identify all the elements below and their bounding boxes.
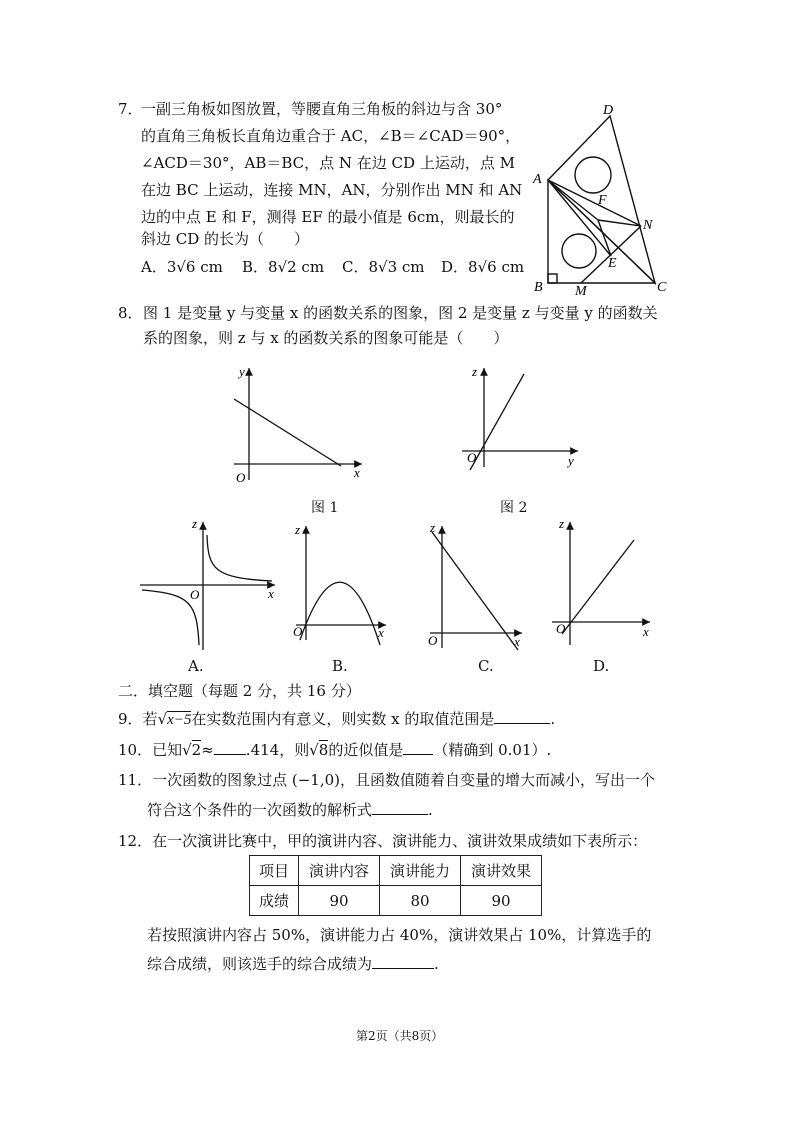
q7-option-b: B．8√2 cm [242, 258, 325, 276]
q10-answer-blank-1[interactable] [214, 754, 246, 755]
q12-text-3: 综合成绩，则该选手的综合成绩为 [147, 955, 373, 973]
q12-text-1: 在一次演讲比赛中，甲的演讲内容、演讲能力、演讲效果成绩如下表所示： [152, 832, 648, 850]
q7-number: 7． [118, 100, 143, 118]
page-footer: 第2页（共8页） [356, 1029, 444, 1043]
choice-b-x-label: x [378, 625, 384, 640]
choice-d-label: D. [593, 657, 610, 675]
q9-post: 在实数范围内有意义，则实数 x 的取值范围是 [191, 710, 495, 728]
q10 [118, 737, 551, 764]
q11-number: 11． [118, 771, 153, 789]
q7-option-c: C．8√3 cm [342, 258, 425, 276]
q7-label-e: E [608, 256, 617, 271]
choice-c-x-label: x [514, 634, 520, 649]
q10-answer-blank-2[interactable] [403, 754, 433, 755]
table-row [250, 886, 542, 916]
q8-choice-d-graph [545, 515, 660, 650]
q10-mid-2: .414，则 [245, 741, 310, 759]
q11-text-2: 符合这个条件的一次函数的解析式 [147, 801, 373, 819]
choice-c-origin-label: O [428, 633, 438, 648]
q10-radicand-2: 8 [318, 741, 329, 759]
q8-choice-c-graph [420, 518, 530, 653]
q11-end: . [428, 801, 433, 819]
q12-line-1 [118, 828, 647, 855]
q11-line-1 [118, 767, 655, 794]
q8-choice-b-graph [288, 518, 393, 653]
q7-label-m: M [575, 284, 587, 298]
q9 [118, 706, 555, 734]
fig1-x-label: x [354, 465, 360, 480]
table-row-label: 成绩 [250, 886, 299, 916]
q7-label-n: N [643, 218, 653, 233]
q8-line-1: 图 1 是变量 y 与变量 x 的函数关系的图象，图 2 是变量 z 与变量 y 的函数关 [143, 304, 658, 322]
q8-number: 8． [118, 304, 143, 322]
table-header-content: 演讲内容 [299, 856, 380, 886]
q7-line-5: 边的中点 E 和 F，测得 EF 的最小值是 6cm，则最长的 [141, 208, 515, 226]
q7-line-4: 在边 BC 上运动，连接 MN，AN，分别作出 MN 和 AN [141, 181, 523, 199]
q7-line-3: ∠ACD＝30°，AB＝BC，点 N 在边 CD 上运动，点 M [141, 154, 515, 172]
section-2-heading: 二．填空题（每题 2 分，共 16 分） [118, 682, 361, 700]
q9-answer-blank[interactable] [494, 723, 550, 724]
q10-mid-3: 的近似值是 [328, 741, 404, 759]
q7-line-2: 的直角三角板长直角边重合于 AC，∠B＝∠CAD＝90°， [141, 127, 521, 145]
choice-b-origin-label: O [293, 624, 303, 639]
choice-d-z-label: z [559, 516, 565, 531]
q9-number: 9． [118, 710, 143, 728]
q7-label-b: B [534, 280, 543, 295]
q10-radicand-1: 2 [191, 741, 202, 759]
choice-c-z-label: z [430, 520, 436, 535]
q12-line-2: 若按照演讲内容占 50%，演讲能力占 40%，演讲效果占 10%，计算选手的 [147, 926, 652, 944]
fig2-z-label: z [472, 364, 478, 379]
q9-end: . [550, 710, 556, 728]
q7-option-a: A．3√6 cm [141, 258, 223, 276]
q12-score-table [249, 855, 542, 916]
fig1-caption: 图 1 [311, 500, 339, 516]
fig1-origin-label: O [236, 470, 246, 485]
q8-figure-2 [455, 360, 585, 475]
q7-option-d: D．8√6 cm [441, 258, 525, 276]
q7-label-a: A [533, 172, 542, 187]
fig2-caption: 图 2 [500, 500, 528, 516]
table-header-item: 项目 [250, 856, 299, 886]
q11-text-1: 一次函数的图象过点 (−1,0)，且函数值随着自变量的增大而减小，写出一个 [152, 771, 655, 789]
choice-b-z-label: z [295, 522, 301, 537]
q8-line-2: 系的图象，则 z 与 x 的函数关系的图象可能是（ ） [143, 329, 509, 347]
q7-line-6: 斜边 CD 的长为（ ） [141, 230, 310, 248]
q9-pre: 若 [142, 710, 158, 728]
fig2-y-label: y [568, 453, 574, 468]
q7-label-c: C [657, 280, 667, 295]
q7-triangle-figure [526, 98, 676, 298]
q12-end: . [434, 955, 439, 973]
q12-answer-blank[interactable] [372, 968, 434, 969]
q11-answer-blank[interactable] [372, 814, 428, 815]
q10-sqrt-1: √2 [182, 741, 202, 759]
fig2-origin-label: O [467, 450, 477, 465]
q7-label-d: D [603, 103, 614, 118]
q10-end: （精确到 0.01）. [433, 741, 552, 759]
q8-figure-1 [228, 360, 373, 490]
choice-d-x-label: x [643, 624, 649, 639]
choice-a-label: A. [188, 657, 204, 675]
q9-sqrt: √x−5 [157, 710, 192, 728]
q8-choice-a-graph [135, 515, 285, 655]
q10-mid-1: ≈ [201, 741, 214, 759]
table-row [250, 856, 542, 886]
choice-a-origin-label: O [190, 587, 200, 602]
q12-line-3 [147, 951, 439, 978]
table-header-ability: 演讲能力 [380, 856, 461, 886]
choice-b-label: B. [332, 657, 348, 675]
q7-line-1: 一副三角板如图放置，等腰直角三角板的斜边与含 30° [141, 100, 503, 118]
table-cell-effect: 90 [461, 886, 542, 916]
fig1-y-label: y [239, 364, 245, 379]
q12-number: 12． [118, 832, 153, 850]
table-header-effect: 演讲效果 [461, 856, 542, 886]
table-cell-ability: 80 [380, 886, 461, 916]
choice-a-x-label: x [268, 586, 274, 601]
q10-number: 10． [118, 741, 153, 759]
q7-label-f: F [598, 193, 607, 208]
q11-line-2 [147, 797, 433, 824]
q10-pre: 已知 [152, 741, 183, 759]
choice-a-z-label: z [192, 516, 198, 531]
table-cell-content: 90 [299, 886, 380, 916]
choice-d-origin-label: O [556, 621, 566, 636]
q9-radicand: x−5 [167, 712, 192, 728]
q10-sqrt-2: √8 [309, 741, 329, 759]
choice-c-label: C. [478, 657, 494, 675]
